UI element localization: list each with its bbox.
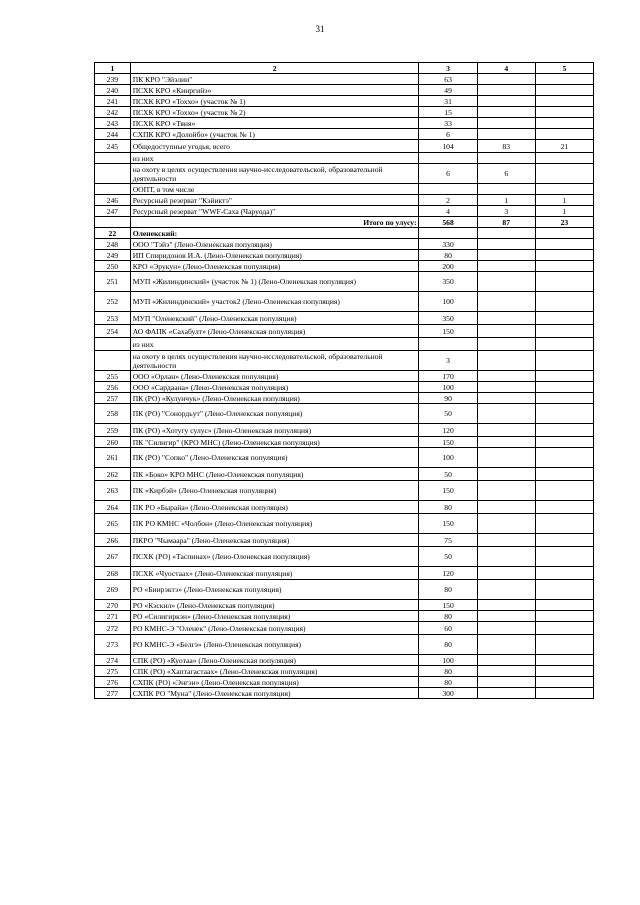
- row-value-5: [535, 534, 593, 547]
- row-value-3: 350: [419, 272, 477, 292]
- row-name: ООО «Сардаана» (Лено-Оленекская популяция): [130, 382, 419, 393]
- row-number: 260: [95, 437, 131, 448]
- row-value-3: 50: [419, 547, 477, 567]
- row-value-3: 63: [419, 74, 477, 85]
- table-row: [95, 448, 594, 468]
- row-value-4: [477, 437, 535, 448]
- row-number: 262: [95, 468, 131, 481]
- row-name: СХПК КРО «Долойбо» (участок № 1): [130, 129, 419, 140]
- row-value-3: 50: [419, 404, 477, 424]
- table-row: [95, 514, 594, 534]
- row-number: 266: [95, 534, 131, 547]
- row-value-4: [477, 666, 535, 677]
- row-value-5: [535, 338, 593, 351]
- table-row: [95, 312, 594, 325]
- row-value-5: [535, 107, 593, 118]
- table-row: [95, 481, 594, 501]
- row-value-5: [535, 312, 593, 325]
- row-value-4: [477, 129, 535, 140]
- row-value-3: 6: [419, 129, 477, 140]
- row-number: 252: [95, 292, 131, 312]
- row-name: на охоту в целях осуществления научно-исследовательской, образовательной деятельности: [130, 351, 419, 371]
- row-name: ПСХК КРО «Тоххо» (участок № 2): [130, 107, 419, 118]
- row-number: 258: [95, 404, 131, 424]
- header-col-3: 3: [419, 63, 477, 74]
- row-value-4: [477, 96, 535, 107]
- row-value-4: [477, 655, 535, 666]
- row-value-4: [477, 404, 535, 424]
- section-row: [95, 228, 594, 239]
- table-row: [95, 261, 594, 272]
- table-row: [95, 164, 594, 184]
- row-value-3: 120: [419, 567, 477, 580]
- row-value-3: [419, 184, 477, 195]
- row-number: 277: [95, 688, 131, 699]
- row-number: [95, 351, 131, 371]
- table-row: [95, 567, 594, 580]
- row-number: 274: [95, 655, 131, 666]
- table-row: [95, 580, 594, 600]
- row-value-4: [477, 261, 535, 272]
- row-name: РО «Кэскил» (Лено-Оленекская популяция): [130, 600, 419, 611]
- row-name: из них: [130, 153, 419, 164]
- table-row: [95, 622, 594, 635]
- row-number: 265: [95, 514, 131, 534]
- row-number: 249: [95, 250, 131, 261]
- row-value-5: [535, 85, 593, 96]
- row-number: 270: [95, 600, 131, 611]
- row-number: 256: [95, 382, 131, 393]
- table-row: [95, 96, 594, 107]
- table-row: [95, 325, 594, 338]
- table-row: [95, 239, 594, 250]
- row-value-3: 150: [419, 481, 477, 501]
- row-number: 253: [95, 312, 131, 325]
- header-col-4: 4: [477, 63, 535, 74]
- row-value-3: 568: [419, 217, 477, 228]
- row-value-5: [535, 655, 593, 666]
- row-value-3: 150: [419, 325, 477, 338]
- row-name: ПКРО "Чымаара" (Лено-Оленекская популяция): [130, 534, 419, 547]
- table-row: [95, 272, 594, 292]
- row-number: 268: [95, 567, 131, 580]
- row-name: ПСХК «Чуостаах» (Лено-Оленекская популяция): [130, 567, 419, 580]
- row-value-3: 90: [419, 393, 477, 404]
- row-number: 255: [95, 371, 131, 382]
- row-value-4: [477, 393, 535, 404]
- row-name: Оленекский:: [130, 228, 419, 239]
- row-value-5: [535, 184, 593, 195]
- row-value-3: [419, 153, 477, 164]
- row-value-4: [477, 622, 535, 635]
- row-value-4: [477, 468, 535, 481]
- row-number: 264: [95, 501, 131, 514]
- row-value-5: [535, 547, 593, 567]
- row-value-3: 33: [419, 118, 477, 129]
- table-row: [95, 666, 594, 677]
- row-number: [95, 338, 131, 351]
- row-value-4: [477, 371, 535, 382]
- row-number: 272: [95, 622, 131, 635]
- row-value-3: 300: [419, 688, 477, 699]
- row-value-4: [477, 228, 535, 239]
- row-value-4: [477, 153, 535, 164]
- row-value-3: 100: [419, 448, 477, 468]
- row-name: ПК (РО) "Сопко" (Лено-Оленекская популяция): [130, 448, 419, 468]
- row-value-3: 330: [419, 239, 477, 250]
- header-col-1: 1: [95, 63, 131, 74]
- row-value-5: [535, 96, 593, 107]
- row-name: РО «Биирэктэ» (Лено-Оленекская популяция): [130, 580, 419, 600]
- quota-table: [94, 62, 594, 699]
- row-number: 240: [95, 85, 131, 96]
- table-row: [95, 600, 594, 611]
- table-row: [95, 501, 594, 514]
- table-row: [95, 118, 594, 129]
- row-value-5: [535, 164, 593, 184]
- row-name: из них: [130, 338, 419, 351]
- row-value-3: 75: [419, 534, 477, 547]
- row-value-3: 100: [419, 292, 477, 312]
- row-name: ПК «Боко» КРО МНС (Лено-Оленекская популяция): [130, 468, 419, 481]
- row-value-4: [477, 567, 535, 580]
- row-name: Общедоступные угодья, всего: [130, 140, 419, 153]
- row-name: ПК РО «Бырайа» (Лено-Оленекская популяция): [130, 501, 419, 514]
- row-name: РО КМНС-Э «Белгэ» (Лено-Оленекская популяция): [130, 635, 419, 655]
- row-value-4: [477, 382, 535, 393]
- row-value-3: 80: [419, 580, 477, 600]
- row-value-4: 87: [477, 217, 535, 228]
- row-value-3: 80: [419, 611, 477, 622]
- row-value-3: 104: [419, 140, 477, 153]
- row-name: ПК (РО) «Кулуичук» (Лено-Оленекская популяция): [130, 393, 419, 404]
- row-number: 246: [95, 195, 131, 206]
- row-value-5: [535, 351, 593, 371]
- row-name: РО «Силигиркэн» (Лено-Оленекская популяция): [130, 611, 419, 622]
- row-value-3: 31: [419, 96, 477, 107]
- row-value-3: 100: [419, 655, 477, 666]
- row-value-5: [535, 74, 593, 85]
- table-row: [95, 393, 594, 404]
- row-value-3: 120: [419, 424, 477, 437]
- row-number: 241: [95, 96, 131, 107]
- row-value-4: [477, 600, 535, 611]
- row-value-5: [535, 622, 593, 635]
- row-value-4: 1: [477, 195, 535, 206]
- row-value-4: [477, 534, 535, 547]
- row-value-4: [477, 239, 535, 250]
- row-number: [95, 184, 131, 195]
- row-value-5: [535, 611, 593, 622]
- row-number: 273: [95, 635, 131, 655]
- table-row: [95, 611, 594, 622]
- row-value-5: [535, 688, 593, 699]
- row-value-5: [535, 424, 593, 437]
- table-row: [95, 371, 594, 382]
- row-value-5: [535, 666, 593, 677]
- row-value-4: [477, 424, 535, 437]
- row-value-5: [535, 437, 593, 448]
- row-value-5: [535, 261, 593, 272]
- table-row: [95, 206, 594, 217]
- row-name: АО ФАПК «Сахабулт» (Лено-Оленекская популяция): [130, 325, 419, 338]
- row-value-3: [419, 338, 477, 351]
- table-row: [95, 404, 594, 424]
- row-number: 251: [95, 272, 131, 292]
- row-name: МУП "Оленекский" (Лено-Оленекская популяция): [130, 312, 419, 325]
- row-value-5: [535, 382, 593, 393]
- row-value-3: 6: [419, 164, 477, 184]
- row-number: 248: [95, 239, 131, 250]
- header-col-5: 5: [535, 63, 593, 74]
- table-row: [95, 635, 594, 655]
- row-value-4: [477, 325, 535, 338]
- row-number: 254: [95, 325, 131, 338]
- row-name: Ресурсный резерват "Кэйиктэ": [130, 195, 419, 206]
- row-number: 259: [95, 424, 131, 437]
- row-value-3: 80: [419, 677, 477, 688]
- row-value-5: [535, 600, 593, 611]
- row-value-4: [477, 351, 535, 371]
- row-value-3: 3: [419, 351, 477, 371]
- row-value-3: 50: [419, 468, 477, 481]
- row-value-5: [535, 404, 593, 424]
- row-value-3: 80: [419, 666, 477, 677]
- row-number: 263: [95, 481, 131, 501]
- row-name: СХПК РО "Муна" (Лено-Оленекская популяция): [130, 688, 419, 699]
- table-row: [95, 338, 594, 351]
- row-name: ПСХК КРО «Тяня»: [130, 118, 419, 129]
- row-value-4: 3: [477, 206, 535, 217]
- row-number: 244: [95, 129, 131, 140]
- table-row: [95, 250, 594, 261]
- row-value-4: 6: [477, 164, 535, 184]
- row-value-5: 1: [535, 195, 593, 206]
- row-value-5: [535, 514, 593, 534]
- row-number: [95, 164, 131, 184]
- row-number: 271: [95, 611, 131, 622]
- row-number: 250: [95, 261, 131, 272]
- row-value-3: 80: [419, 501, 477, 514]
- row-value-4: [477, 611, 535, 622]
- row-value-5: [535, 448, 593, 468]
- row-number: 275: [95, 666, 131, 677]
- row-number: 276: [95, 677, 131, 688]
- row-value-4: [477, 85, 535, 96]
- row-value-5: [535, 272, 593, 292]
- row-value-4: 83: [477, 140, 535, 153]
- table-row: [95, 153, 594, 164]
- row-number: 245: [95, 140, 131, 153]
- row-value-4: [477, 107, 535, 118]
- row-value-4: [477, 481, 535, 501]
- row-value-3: 4: [419, 206, 477, 217]
- row-value-3: 170: [419, 371, 477, 382]
- row-name: КРО «Эрукун» (Лено-Оленекская популяция): [130, 261, 419, 272]
- row-value-5: [535, 371, 593, 382]
- row-name: СПК (РО) «Куотаа» (Лено-Оленекская популяция): [130, 655, 419, 666]
- row-value-3: 150: [419, 437, 477, 448]
- row-number: 22: [95, 228, 131, 239]
- row-name: ПСХК (РО) «Таспинах» (Лено-Оленекская популяция): [130, 547, 419, 567]
- row-value-4: [477, 272, 535, 292]
- row-name: ООО «Орлан» (Лено-Оленекская популяция): [130, 371, 419, 382]
- row-value-5: [535, 481, 593, 501]
- row-value-4: [477, 501, 535, 514]
- table-row: [95, 468, 594, 481]
- row-name: ПК РО КМНС «Чолбон» (Лено-Оленекская популяция): [130, 514, 419, 534]
- row-value-5: [535, 677, 593, 688]
- row-value-5: [535, 501, 593, 514]
- row-value-5: [535, 153, 593, 164]
- row-number: 261: [95, 448, 131, 468]
- row-value-3: 150: [419, 600, 477, 611]
- row-name: Ресурсный резерват "WWF-Саха (Чаруода)": [130, 206, 419, 217]
- row-value-3: 15: [419, 107, 477, 118]
- row-number: 239: [95, 74, 131, 85]
- row-value-4: [477, 448, 535, 468]
- row-value-5: [535, 250, 593, 261]
- row-value-4: [477, 580, 535, 600]
- page-number: 31: [315, 24, 325, 34]
- table-row: [95, 424, 594, 437]
- table-row: [95, 437, 594, 448]
- row-value-4: [477, 184, 535, 195]
- table-row: [95, 547, 594, 567]
- row-value-4: [477, 514, 535, 534]
- row-name: ПСХК КРО «Кииргийэ»: [130, 85, 419, 96]
- row-value-3: [419, 228, 477, 239]
- row-value-3: 150: [419, 514, 477, 534]
- row-value-4: [477, 338, 535, 351]
- row-value-4: [477, 250, 535, 261]
- row-value-3: 100: [419, 382, 477, 393]
- row-value-4: [477, 547, 535, 567]
- table-row: [95, 85, 594, 96]
- table-row: [95, 129, 594, 140]
- row-name: ПК "Силигир" (КРО МНС) (Лено-Оленекская популяция): [130, 437, 419, 448]
- row-value-3: 200: [419, 261, 477, 272]
- row-value-5: [535, 393, 593, 404]
- row-name: МУП «Жилиндинский» участок2 (Лено-Оленекская популяция): [130, 292, 419, 312]
- row-name: на охоту в целях осуществления научно-исследовательской, образовательной деятельности: [130, 164, 419, 184]
- row-name: ООО "Тэйэ" (Лено-Оленекская популяция): [130, 239, 419, 250]
- row-number: 257: [95, 393, 131, 404]
- row-value-4: [477, 635, 535, 655]
- table-row: [95, 74, 594, 85]
- row-name: ПК «Кирбэй» (Лено-Оленекская популяция): [130, 481, 419, 501]
- row-name: ПК (РО) "Сонордьут" (Лено-Оленекская популяция): [130, 404, 419, 424]
- row-name: РО КМНС-Э "Оленек" (Лено-Оленекская популяция): [130, 622, 419, 635]
- row-value-3: 350: [419, 312, 477, 325]
- row-value-3: 80: [419, 635, 477, 655]
- row-value-4: [477, 292, 535, 312]
- table-row: [95, 688, 594, 699]
- row-number: 243: [95, 118, 131, 129]
- table-row: [95, 382, 594, 393]
- row-name: Итого по улусу:: [130, 217, 419, 228]
- row-value-4: [477, 312, 535, 325]
- row-value-4: [477, 118, 535, 129]
- row-value-5: [535, 567, 593, 580]
- row-value-3: 49: [419, 85, 477, 96]
- row-name: СХПК (РО) «Энгэн» (Лено-Оленекская популяция): [130, 677, 419, 688]
- row-value-5: [535, 292, 593, 312]
- row-value-3: 80: [419, 250, 477, 261]
- row-value-5: [535, 580, 593, 600]
- row-name: ПСХК КРО «Тоххо» (участок № 1): [130, 96, 419, 107]
- table-row: [95, 655, 594, 666]
- row-number: [95, 217, 131, 228]
- header-col-2: 2: [130, 63, 419, 74]
- row-value-4: [477, 677, 535, 688]
- row-value-3: 2: [419, 195, 477, 206]
- row-value-5: [535, 129, 593, 140]
- total-row: [95, 217, 594, 228]
- row-value-4: [477, 688, 535, 699]
- table-row: [95, 292, 594, 312]
- table-row: [95, 534, 594, 547]
- row-name: ООПТ, в том числе: [130, 184, 419, 195]
- row-number: 242: [95, 107, 131, 118]
- row-value-5: [535, 239, 593, 250]
- row-name: ИП Спиридонов И.А. (Лено-Оленекская популяция): [130, 250, 419, 261]
- row-value-5: [535, 118, 593, 129]
- row-value-5: [535, 635, 593, 655]
- row-number: [95, 153, 131, 164]
- table-row: [95, 351, 594, 371]
- row-value-5: [535, 228, 593, 239]
- row-name: СПК (РО) «Хаптагастаах» (Лено-Оленекская популяция): [130, 666, 419, 677]
- row-number: 267: [95, 547, 131, 567]
- row-number: 247: [95, 206, 131, 217]
- row-value-5: 1: [535, 206, 593, 217]
- table-row: [95, 107, 594, 118]
- row-value-5: 23: [535, 217, 593, 228]
- row-name: ПК КРО "Эйэлии": [130, 74, 419, 85]
- row-value-5: 21: [535, 140, 593, 153]
- row-value-5: [535, 468, 593, 481]
- table-row: [95, 140, 594, 153]
- row-name: ПК (РО) «Хотугу сулус» (Лено-Оленекская популяция): [130, 424, 419, 437]
- row-name: МУП «Жилиндинский» (участок № 1) (Лено-Оленекская популяция): [130, 272, 419, 292]
- table-header-row: [95, 63, 594, 74]
- row-number: 269: [95, 580, 131, 600]
- table-row: [95, 677, 594, 688]
- table-row: [95, 195, 594, 206]
- row-value-5: [535, 325, 593, 338]
- table-row: [95, 184, 594, 195]
- row-value-4: [477, 74, 535, 85]
- row-value-3: 60: [419, 622, 477, 635]
